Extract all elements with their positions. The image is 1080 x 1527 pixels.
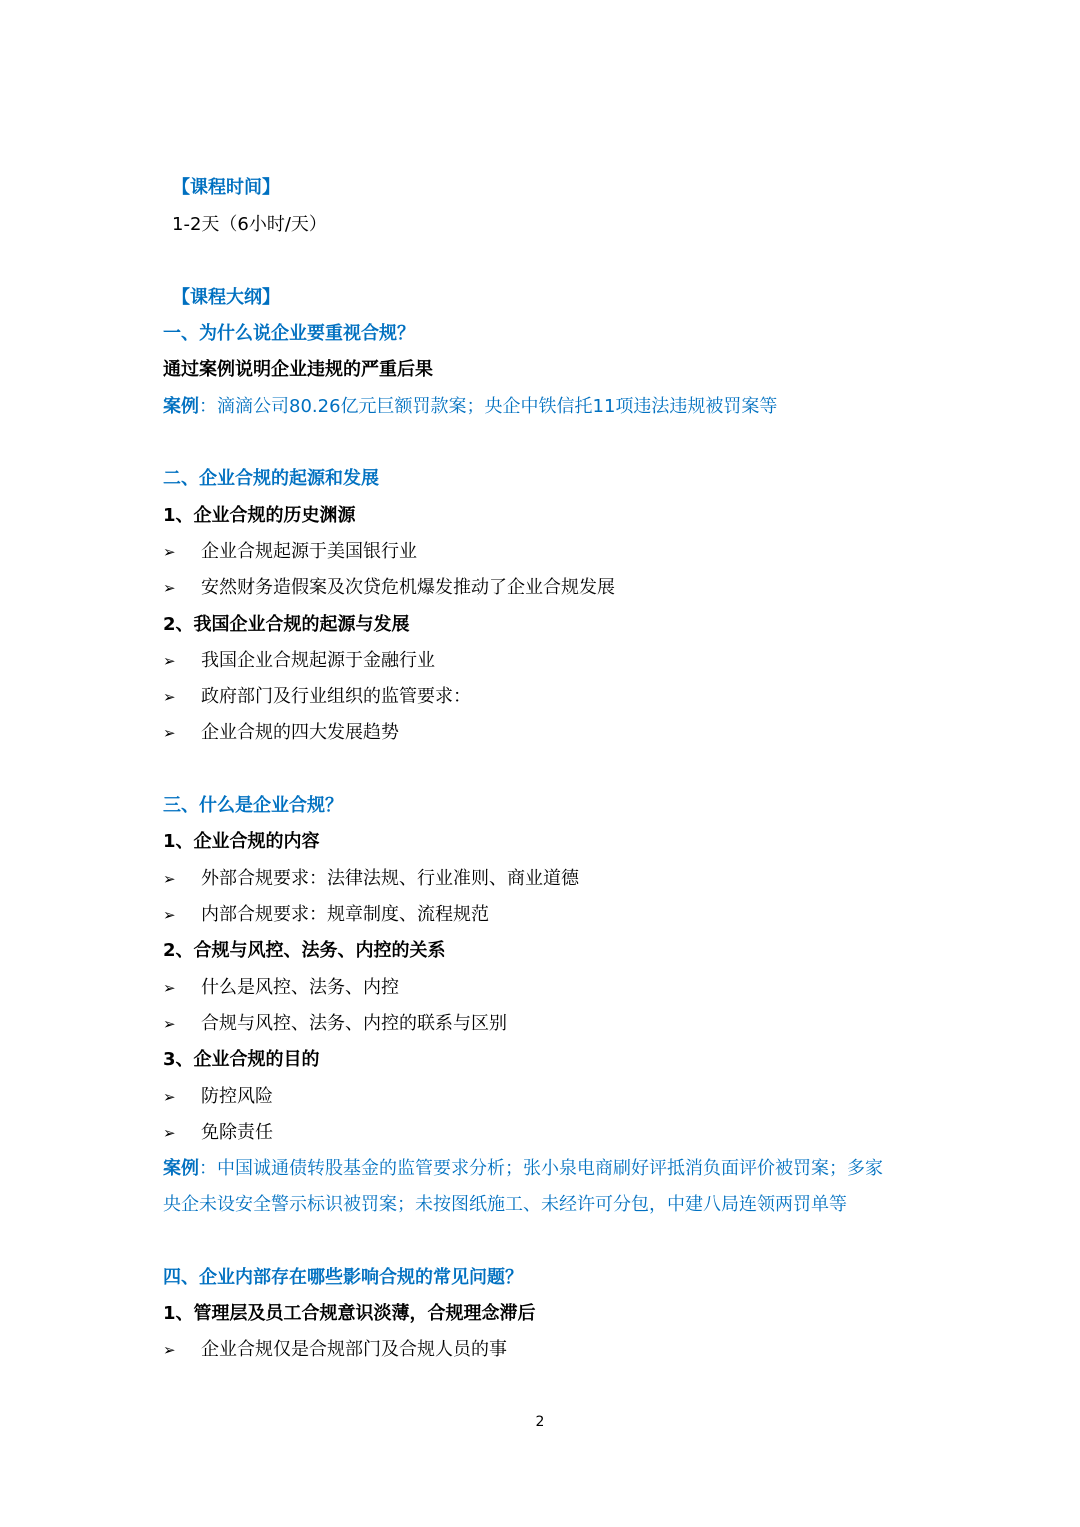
list-item: ➢ 防控风险 [163,1086,273,1107]
section-3-sub3-title: 3、企业合规的目的 [163,1049,320,1070]
arrow-bullet-icon: ➢ [163,1015,176,1033]
section-3-title: 三、什么是企业合规？ [163,795,343,816]
list-item: ➢ 内部合规要求：规章制度、流程规范 [163,904,489,925]
case-label: 案例 [163,1158,199,1179]
course-outline-heading: 【课程大纲】 [172,287,280,308]
arrow-bullet-icon: ➢ [163,1341,176,1359]
list-item: ➢ 安然财务造假案及次贷危机爆发推动了企业合规发展 [163,577,615,598]
section-4-sub1-title: 1、管理层及员工合规意识淡薄，合规理念滞后 [163,1303,536,1324]
list-item: ➢ 合规与风控、法务、内控的联系与区别 [163,1013,507,1034]
list-item: ➢ 什么是风控、法务、内控 [163,977,399,998]
list-item: ➢ 我国企业合规起源于金融行业 [163,650,435,671]
list-item: ➢ 企业合规仅是合规部门及合规人员的事 [163,1339,507,1360]
section-3-sub2-title: 2、合规与风控、法务、内控的关系 [163,940,446,961]
course-time-heading: 【课程时间】 [172,177,280,198]
arrow-bullet-icon: ➢ [163,870,176,888]
course-time-value: 1-2天（6小时/天） [172,214,327,235]
page-number: 2 [535,1414,545,1430]
arrow-bullet-icon: ➢ [163,906,176,924]
case-text: ：中国诚通债转股基金的监管要求分析；张小泉电商刷好评抵消负面评价被罚案；多家 [199,1158,883,1179]
section-4-title: 四、企业内部存在哪些影响合规的常见问题？ [163,1267,523,1288]
section-3-sub1-title: 1、企业合规的内容 [163,831,320,852]
arrow-bullet-icon: ➢ [163,688,176,706]
list-item: ➢ 企业合规的四大发展趋势 [163,722,399,743]
list-item: ➢ 外部合规要求：法律法规、行业准则、商业道德 [163,868,579,889]
section-1-title: 一、为什么说企业要重视合规？ [163,323,415,344]
arrow-bullet-icon: ➢ [163,652,176,670]
list-item: ➢ 免除责任 [163,1122,273,1143]
arrow-bullet-icon: ➢ [163,579,176,597]
section-3-case [163,1157,883,1181]
case-label: 案例 [163,396,199,417]
arrow-bullet-icon: ➢ [163,1088,176,1106]
arrow-bullet-icon: ➢ [163,979,176,997]
arrow-bullet-icon: ➢ [163,543,176,561]
section-3-case-line2: 央企未设安全警示标识被罚案；未按图纸施工、未经许可分包，中建八局连领两罚单等 [163,1194,847,1215]
arrow-bullet-icon: ➢ [163,1124,176,1142]
list-item: ➢ 政府部门及行业组织的监管要求： [163,686,471,707]
section-1-case [163,395,777,419]
section-1-subtitle: 通过案例说明企业违规的严重后果 [163,359,433,380]
section-2-sub1-title: 1、企业合规的历史渊源 [163,505,356,526]
section-2-sub2-title: 2、我国企业合规的起源与发展 [163,614,410,635]
section-2-title: 二、企业合规的起源和发展 [163,468,379,489]
arrow-bullet-icon: ➢ [163,724,176,742]
case-text: ：滴滴公司80.26亿元巨额罚款案；央企中铁信托11项违法违规被罚案等 [199,396,778,417]
list-item: ➢ 企业合规起源于美国银行业 [163,541,417,562]
